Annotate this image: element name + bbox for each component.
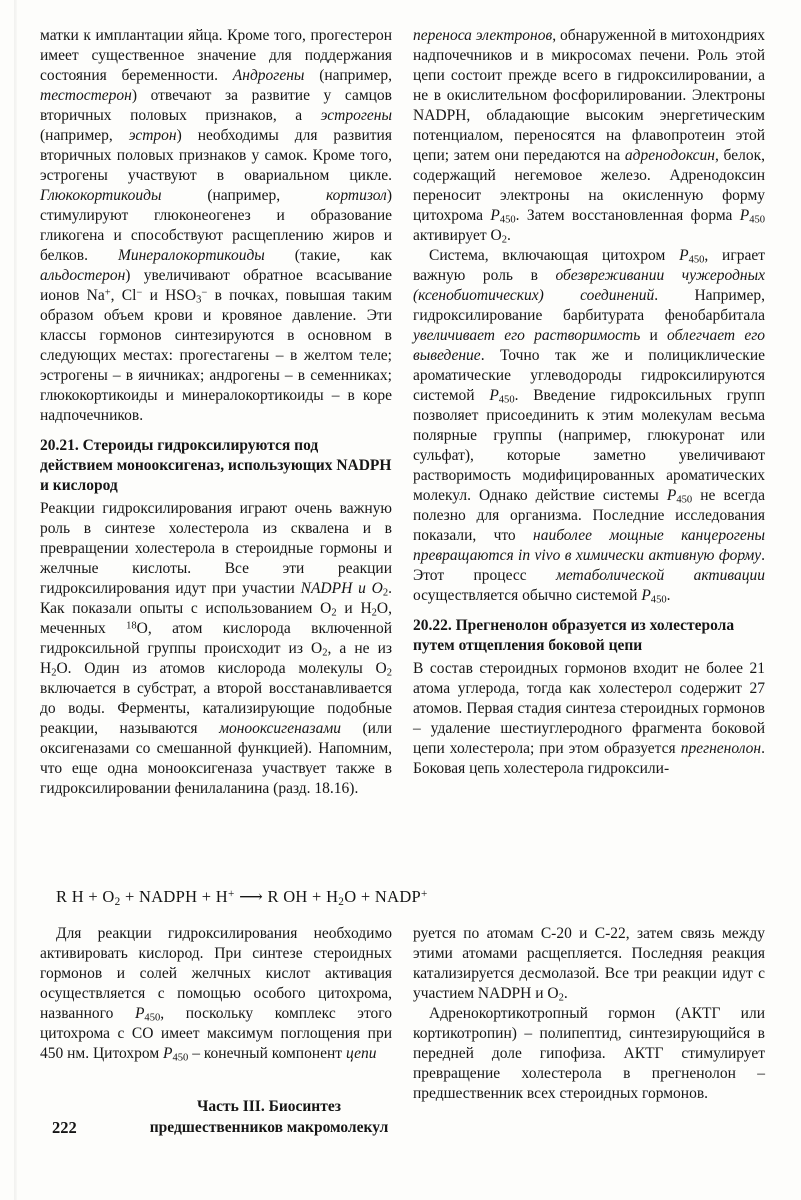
paragraph-hormone-classes: матки к имплантации яйца. Кроме того, прогестерон имеет существенное значение для поддержания состояния беременности. Андрогены (например, тестостерон) отвечают за развитие у самцов вторичных половых признаков, а эстрогены (например, эстрон) необходимы для развития вторичных половых признаков у самок. Кроме того, эстрогены участвуют в овариальном цикле. Глюкокортикоиды (например, кортизол) стимулируют глюконеогенез и образование гликогена и способствуют расщеплению жиров и белков. Минералокортикоиды (такие, как альдостерон) увеличивают обратное всасывание ионов Na+, Cl− и $HSO_3^-$ в почках, повышая таким образом объем крови и кровяное давление. Эти классы гормонов синтезируются в основном в следующих местах: прогестагены – в желтом теле; эстрогены – в яичниках; андрогены – в семенниках; глюкокортикоиды и минералокортикоиды – в коре надпочечников. — [40, 27, 392, 424]
paragraph-p450-xenobiotics: Система, включающая цитохром $P_{450}$, играет важную роль в обезвреживании чужеродных (ксенобиотических) соединений. Например, гидроксилирование барбитурата фенобарбитала увеличивает его растворимость и облегчает его выведение. Точно так же и полициклические ароматические углеводороды гидроксилируются системой $P_{450}$. Введение гидроксильных групп позволяет присоединить к этим молекулам весьма полярные группы (например, глюкуронат или сульфат), которые заметно увеличивают растворимость модифицированных ароматических молекул. Однако действие системы $P_{450}$ не всегда полезно для организма. Последние исследования показали, что наиболее мощные канцерогены превращаются in vivo в химически активную форму. Этот процесс метаболической активации осуществляется обычно системой $P_{450}$. — [413, 247, 766, 606]
part-title-line-2: предшественников макромолекул — [149, 1119, 389, 1136]
left-column-bottom — [40, 924, 392, 1064]
section-heading-20-22: 20.22. Прегненолон образуется из холестерола путем отщепления боковой цепи — [413, 617, 735, 654]
page-footer — [40, 1096, 408, 1138]
paragraph-pregnenolone-intro: В состав стероидных гормонов входит не более 21 атома углерода, тогда как холестерол содержит 27 атомов. Первая стадия синтеза стероидных гормонов – удаление шестиуглеродного фрагмента боковой цепи холестерола; при этом образуется прегненолон. Боковая цепь холестерола гидроксили- — [413, 660, 765, 777]
page-gutter-shadow — [14, 0, 17, 1200]
section-heading-20-21: 20.21. Стероиды гидроксилируются под действием монооксигеназ, использующих NADPH и кислород — [40, 437, 392, 494]
part-title-line-1: Часть III. Биосинтез — [197, 1098, 341, 1115]
paragraph-hydroxylation-reactions: Реакции гидроксилирования играют очень важную роль в синтезе холестерола из сквалена и в превращении холестерола в стероидные гормоны и желчные кислоты. Все эти реакции гидроксилирования идут при участии NADPH и $O_2$. Как показали опыты с использованием $O_2$ и $H_2O$, меченных $^{18}$O, атом кислорода включенной гидроксильной группы происходит из $O_2$, а не из $H_2O$. Один из атомов кислорода молекулы $O_2$ включается в субстрат, а второй восстанавливается до воды. Ферменты, катализирующие подобные реакции, называются монооксигеназами (или оксигеназами со смешанной функцией). Напомним, что еще одна монооксигеназа участвует также в гидроксилировании фенилаланина (разд. 18.16). — [40, 500, 393, 797]
left-column-top — [40, 26, 392, 799]
paragraph-side-chain-cleavage: руется по атомам C-20 и C-22, затем связь между этими атомами расщепляется. Последняя реакция катализируется десмолазой. Все три реакции идут с участием NADPH и $O_2$. — [413, 925, 765, 1004]
chemical-equation: R $H + O_2$ + NADPH + H+ ⟶ R OH + $H_2O$ + NADP+ — [56, 887, 428, 908]
paragraph-oxygen-activation: Для реакции гидроксилирования необходимо активировать кислород. При синтезе стероидных гормонов и солей желчных кислот активация осуществляется с помощью особого цитохрома, названного $P_{450}$, поскольку комплекс этого цитохрома с CO имеет максимум поглощения при 450 нм. Цитохром $P_{450}$ – конечный компонент цепи — [40, 925, 392, 1064]
part-title — [130, 1096, 408, 1138]
right-column-bottom — [413, 924, 765, 1104]
paragraph-electron-transfer-chain: переноса электронов, обнаруженной в митохондриях надпочечников и в микросомах печени. Роль этой цепи состоит прежде всего в гидроксилировании, а не в окислительном фосфорилировании. Электроны NADPH, обладающие высоким энергетическим потенциалом, переносятся на флавопротеин этой цепи; затем они передаются на адренодоксин, белок, содержащий негемовое железо. Адренодоксин переносит электроны на окисленную форму цитохрома $P_{450}$. Затем восстановленная форма $P_{450}$ активирует $O_2$. — [413, 27, 766, 246]
paragraph-acth: Адренокортикотропный гормон (АКТГ или кортикотропин) – полипептид, синтезирующийся в передней доле гипофиза. АКТГ стимулирует превращение холестерола в прегненолон – предшественник всех стероидных гормонов. — [413, 1005, 765, 1102]
right-column-top — [413, 26, 765, 779]
page-number: 222 — [52, 1118, 77, 1137]
